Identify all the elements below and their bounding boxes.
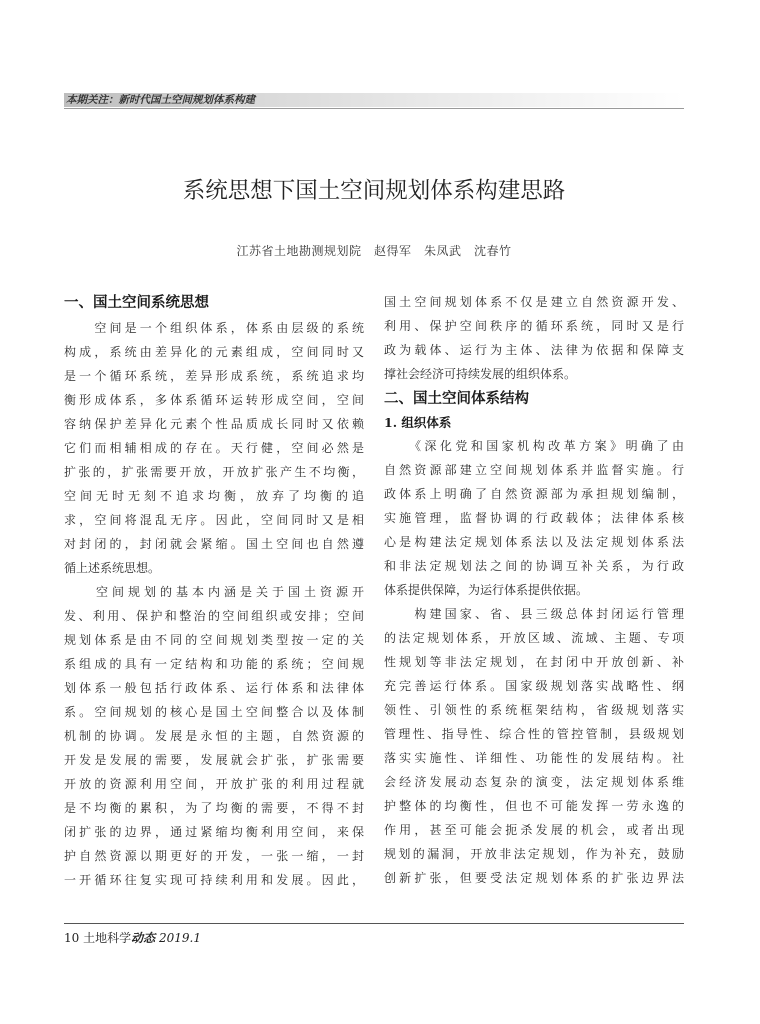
text-line: 容纳保护差异化元素个性品质成长同时又依赖 xyxy=(64,417,364,431)
text-line: 护整体的均衡性，但也不可能发挥一劳永逸的 xyxy=(384,799,684,813)
text-line: 落实实施性、详细性、功能性的发展结构。社 xyxy=(384,751,684,765)
text-line: 领性、引领性的系统框架结构，省级规划落实 xyxy=(384,703,684,717)
text-line: 实施管理，监督协调的行政载体；法律体系核 xyxy=(384,511,684,525)
text-line: 自然资源部建立空间规划体系并监督实施。行 xyxy=(384,463,684,477)
text-line: 是不均衡的累积，为了均衡的需要，不得不封 xyxy=(64,801,364,815)
right-column-intro xyxy=(384,290,684,386)
text-line: 衡形成体系，多体系循环运转形成空间，空间 xyxy=(64,393,364,407)
text-line: 扩张的，扩张需要开放，开放扩张产生不均衡， xyxy=(64,465,364,479)
article-authors: 江苏省土地勘测规划院 赵得军 朱凤武 沈春竹 xyxy=(236,244,512,258)
text-line: 系。空间规划的核心是国土空间整合以及体制 xyxy=(64,705,364,719)
text-line: 空间无时无刻不追求均衡，放弃了均衡的追 xyxy=(64,489,364,503)
section-heading-2: 二、国土空间体系结构 xyxy=(384,391,529,407)
text-line: 体系提供保障，为运行体系提供依据。 xyxy=(384,583,589,597)
text-line: 空间规划的基本内涵是关于国土资源开 xyxy=(64,585,364,599)
text-line: 机制的协调。发展是永恒的主题，自然资源的 xyxy=(64,729,364,743)
text-line: 构成，系统由差异化的元素组成，空间同时又 xyxy=(64,345,364,359)
text-line: 对封闭的，封闭就会紧缩。国土空间也自然遵 xyxy=(64,537,364,551)
text-line: 会经济发展动态复杂的演变，法定规划体系维 xyxy=(384,775,684,789)
right-column xyxy=(384,290,684,890)
left-column-body xyxy=(64,316,364,892)
running-header-title: 本期关注：新时代国土空间规划体系构建 xyxy=(66,94,255,106)
text-line: 循上述系统思想。 xyxy=(64,561,161,575)
page-number: 10 xyxy=(64,931,80,945)
journal-name: 土地科学 xyxy=(83,931,132,945)
text-line: 开发是发展的需要，发展就会扩张，扩张需要 xyxy=(64,753,364,767)
text-line: 政体系上明确了自然资源部为承担规划编制， xyxy=(384,487,684,501)
text-line: 发、利用、保护和整治的空间组织或安排；空间 xyxy=(64,609,364,623)
text-line: 管理性、指导性、综合性的管控管制，县级规划 xyxy=(384,727,684,741)
text-line: 规划体系是由不同的空间规划类型按一定的关 xyxy=(64,633,364,647)
subsection-heading-organization: 1. 组织体系 xyxy=(384,415,452,430)
text-line: 系组成的具有一定结构和功能的系统；空间规 xyxy=(64,657,364,671)
text-line: 的法定规划体系，开放区域、流域、主题、专项 xyxy=(384,631,684,645)
text-line: 《深化党和国家机构改革方案》明确了由 xyxy=(384,439,684,453)
text-line: 一开循环往复实现可持续利用和发展。因此， xyxy=(64,873,364,887)
text-line: 充完善运行体系。国家级规划落实战略性、纲 xyxy=(384,679,684,693)
text-line: 创新扩张，但要受法定规划体系的扩张边界法 xyxy=(384,871,684,885)
text-line: 国土空间规划体系不仅是建立自然资源开发、 xyxy=(384,295,684,309)
section-heading-1: 一、国土空间系统思想 xyxy=(64,295,209,311)
footer-divider xyxy=(64,923,684,924)
text-line: 闭扩张的边界，通过紧缩均衡利用空间，来保 xyxy=(64,825,364,839)
right-column-body xyxy=(384,434,684,890)
issue-year: 2019.1 xyxy=(158,931,201,945)
article-title: 系统思想下国土空间规划体系构建思路 xyxy=(182,178,566,204)
text-line: 开放的资源利用空间，开放扩张的利用过程就 xyxy=(64,777,364,791)
text-line: 构建国家、省、县三级总体封闭运行管理 xyxy=(384,607,684,621)
text-line: 作用，甚至可能会扼杀发展的机会，或者出现 xyxy=(384,823,684,837)
journal-name-emphasis: 动态 xyxy=(131,931,156,945)
header-divider xyxy=(64,108,684,109)
text-line: 心是构建法定规划体系法以及法定规划体系法 xyxy=(384,535,684,549)
text-line: 它们而相辅相成的存在。天行健，空间必然是 xyxy=(64,441,364,455)
text-line: 护自然资源以期更好的开发，一张一缩，一封 xyxy=(64,849,364,863)
text-line: 性规划等非法定规划，在封闭中开放创新、补 xyxy=(384,655,684,669)
text-line: 撑社会经济可持续发展的组织体系。 xyxy=(384,367,577,381)
text-line: 利用、保护空间秩序的循环系统，同时又是行 xyxy=(384,319,684,333)
text-line: 是一个循环系统，差异形成系统，系统追求均 xyxy=(64,369,364,383)
text-line: 规划的漏洞，开放非法定规划，作为补充，鼓励 xyxy=(384,847,684,861)
text-line: 和非法定规划法之间的协调互补关系，为行政 xyxy=(384,559,684,573)
text-line: 政为载体、运行为主体、法律为依据和保障支 xyxy=(384,343,684,357)
text-line: 空间是一个组织体系，体系由层级的系统 xyxy=(64,321,364,335)
left-column xyxy=(64,290,364,892)
text-line: 划体系一般包括行政体系、运行体系和法律体 xyxy=(64,681,364,695)
page-footer xyxy=(64,930,201,946)
text-line: 求，空间将混乱无序。因此，空间同时又是相 xyxy=(64,513,364,527)
